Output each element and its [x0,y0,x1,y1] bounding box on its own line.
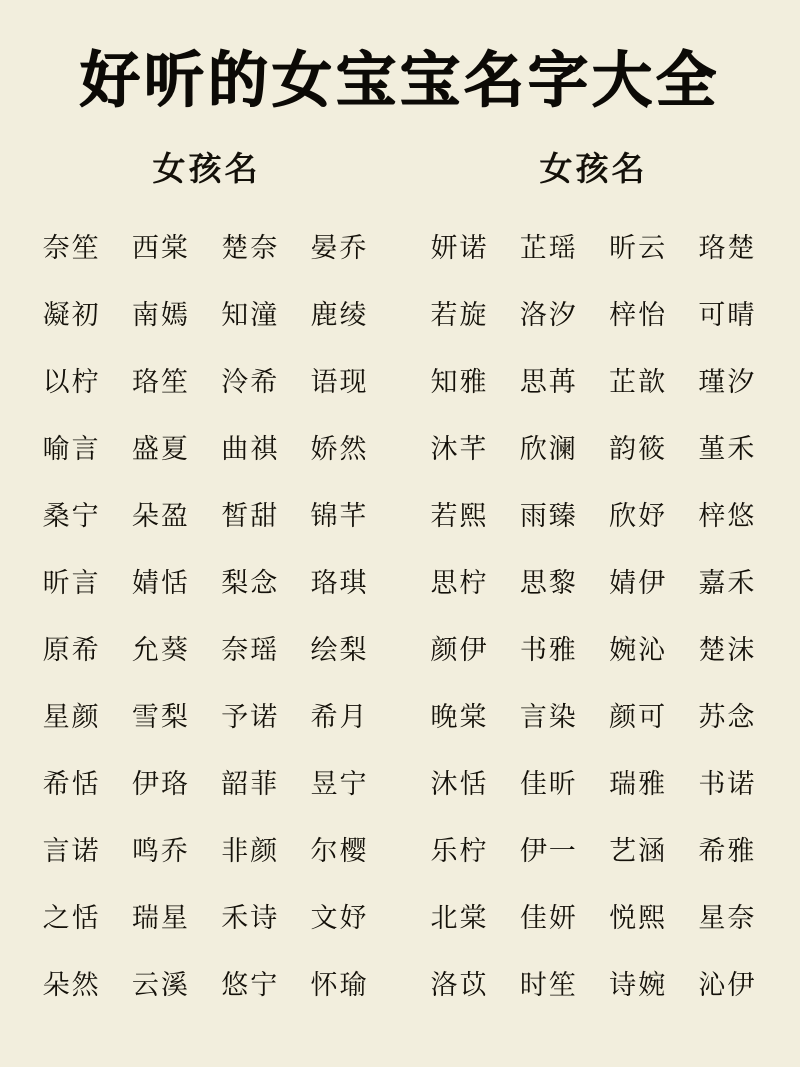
table-row [28,547,385,614]
name-cell: 韵筱 [609,434,668,465]
name-cell: 若熙 [430,501,489,532]
name-cell: 雪梨 [131,702,190,733]
name-cell: 星奈 [698,903,757,934]
name-cell: 昱宁 [310,769,369,800]
name-cell: 沐芊 [430,434,489,465]
name-cell: 晚棠 [430,702,489,733]
name-cell: 乐柠 [430,836,489,867]
name-cell: 艺涵 [609,836,668,867]
name-cell: 妍诺 [430,233,489,264]
name-cell: 悦熙 [609,903,668,934]
name-cell: 书诺 [698,769,757,800]
name-cell: 婉沁 [609,635,668,666]
name-cell: 盛夏 [131,434,190,465]
name-cell: 瑞雅 [609,769,668,800]
name-cell: 时笙 [519,970,578,1001]
name-cell: 书雅 [519,635,578,666]
name-cell: 梨念 [221,568,280,599]
table-row [28,681,385,748]
name-cell: 思柠 [430,568,489,599]
name-cell: 鸣乔 [131,836,190,867]
name-cell: 思黎 [519,568,578,599]
name-cell: 悠宁 [221,970,280,1001]
name-cell: 绘梨 [310,635,369,666]
name-cell: 欣妤 [609,501,668,532]
table-row [28,882,385,949]
name-cell: 之恬 [42,903,101,934]
name-cell: 楚奈 [221,233,280,264]
table-row [415,614,772,681]
name-cell: 朵然 [42,970,101,1001]
table-row [415,346,772,413]
table-row [28,949,385,1016]
page-title: 好听的女宝宝名字大全 [80,46,720,116]
name-cell: 言诺 [42,836,101,867]
name-cell: 楚沫 [698,635,757,666]
table-row [28,815,385,882]
name-cell: 以柠 [42,367,101,398]
name-cell: 伊珞 [131,769,190,800]
name-cell: 语现 [310,367,369,398]
table-row [415,279,772,346]
name-cell: 欣澜 [519,434,578,465]
table-row [28,346,385,413]
name-cell: 允葵 [131,635,190,666]
table-row [415,480,772,547]
name-cell: 珞琪 [310,568,369,599]
name-cell: 予诺 [221,702,280,733]
name-cell: 星颜 [42,702,101,733]
name-cell: 昕云 [609,233,668,264]
name-cell: 南嫣 [131,300,190,331]
name-cell: 思苒 [519,367,578,398]
name-cell: 沁伊 [698,970,757,1001]
name-cell: 希月 [310,702,369,733]
name-cell: 珞笙 [131,367,190,398]
name-cell: 尔樱 [310,836,369,867]
name-cell: 奈笙 [42,233,101,264]
name-cell: 知雅 [430,367,489,398]
name-cell: 珞楚 [698,233,757,264]
name-cell: 佳妍 [519,903,578,934]
name-columns [28,143,772,1057]
name-cell: 梓怡 [609,300,668,331]
table-row [28,748,385,815]
name-cell: 桑宁 [42,501,101,532]
table-row [28,614,385,681]
name-cell: 沐恬 [430,769,489,800]
name-cell: 堇禾 [698,434,757,465]
table-row [415,681,772,748]
name-cell: 知潼 [221,300,280,331]
name-cell: 鹿绫 [310,300,369,331]
name-cell: 嘉禾 [698,568,757,599]
name-cell: 禾诗 [221,903,280,934]
column-heading-right: 女孩名 [539,149,648,188]
name-rows-right [415,212,772,1057]
name-column-left [28,143,385,1057]
name-cell: 伊一 [519,836,578,867]
table-row [415,748,772,815]
name-cell: 希雅 [698,836,757,867]
name-cell: 佳昕 [519,769,578,800]
name-cell: 婧恬 [131,568,190,599]
name-cell: 瑞星 [131,903,190,934]
name-cell: 锦芊 [310,501,369,532]
name-cell: 芷歆 [609,367,668,398]
name-cell: 婧伊 [609,568,668,599]
name-rows-left [28,212,385,1057]
name-cell: 诗婉 [609,970,668,1001]
name-cell: 晏乔 [310,233,369,264]
table-row [415,413,772,480]
table-row [28,480,385,547]
name-cell: 洛苡 [430,970,489,1001]
name-cell: 若旋 [430,300,489,331]
name-cell: 西棠 [131,233,190,264]
name-cell: 颜伊 [430,635,489,666]
name-cell: 曲祺 [221,434,280,465]
name-cell: 可晴 [698,300,757,331]
table-row [28,413,385,480]
name-cell: 北棠 [430,903,489,934]
name-cell: 昕言 [42,568,101,599]
name-cell: 韶菲 [221,769,280,800]
name-cell: 云溪 [131,970,190,1001]
name-cell: 洛汐 [519,300,578,331]
table-row [415,212,772,279]
name-cell: 喻言 [42,434,101,465]
table-row [415,882,772,949]
name-cell: 言染 [519,702,578,733]
table-row [28,212,385,279]
name-cell: 娇然 [310,434,369,465]
name-cell: 雨臻 [519,501,578,532]
name-cell: 奈瑶 [221,635,280,666]
table-row [415,547,772,614]
name-cell: 凝初 [42,300,101,331]
name-cell: 皙甜 [221,501,280,532]
name-cell: 苏念 [698,702,757,733]
column-heading-left: 女孩名 [152,149,261,188]
name-cell: 非颜 [221,836,280,867]
name-cell: 颜可 [609,702,668,733]
name-cell: 怀瑜 [310,970,369,1001]
name-cell: 朵盈 [131,501,190,532]
name-cell: 梓悠 [698,501,757,532]
name-cell: 瑾汐 [698,367,757,398]
name-cell: 原希 [42,635,101,666]
table-row [28,279,385,346]
name-cell: 芷瑶 [519,233,578,264]
name-cell: 文妤 [310,903,369,934]
name-cell: 希恬 [42,769,101,800]
name-column-right [415,143,772,1057]
table-row [415,815,772,882]
table-row [415,949,772,1016]
name-cell: 泠希 [221,367,280,398]
